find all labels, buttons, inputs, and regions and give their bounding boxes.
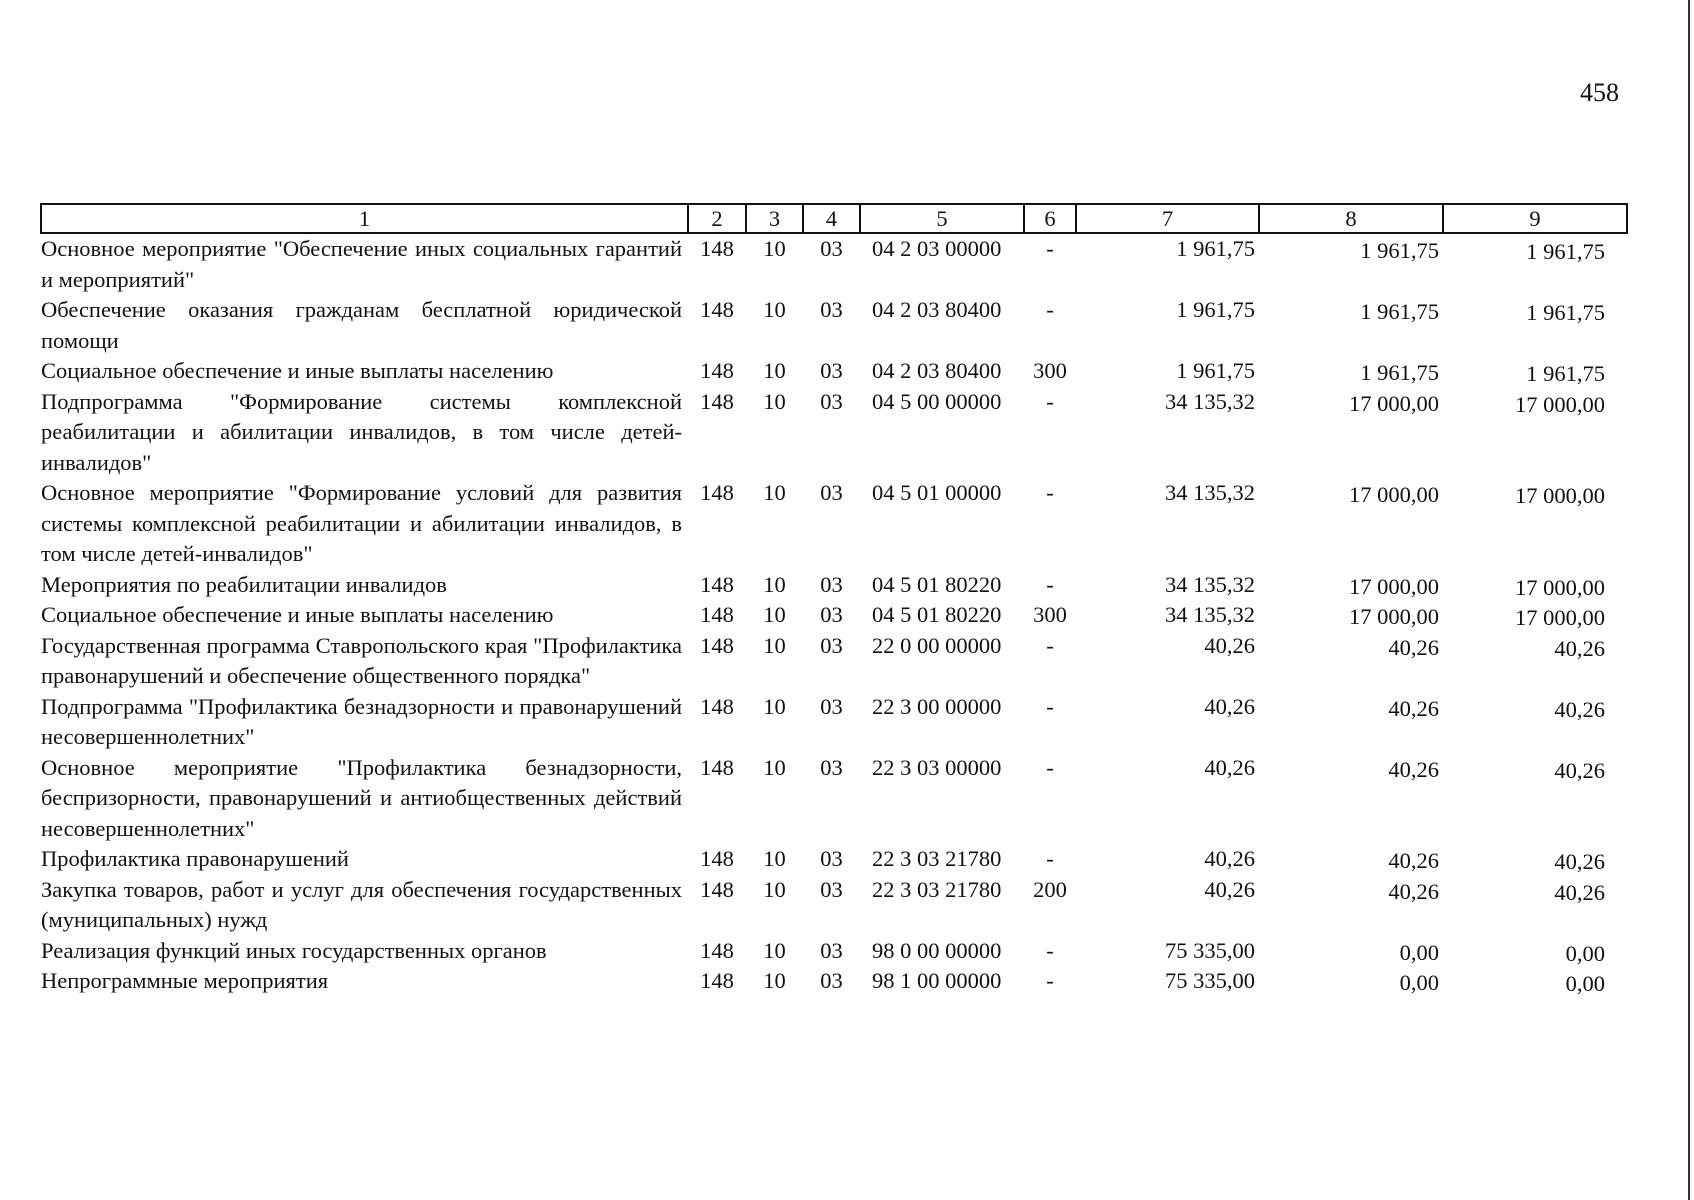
budget-table — [40, 203, 1628, 997]
ministry-code: 148 — [700, 480, 734, 505]
ministry-code-cell — [688, 600, 746, 631]
ministry-code: 148 — [700, 358, 734, 383]
target-article-code-cell — [860, 600, 1024, 631]
amount-year-1: 1 961,75 — [1176, 236, 1255, 261]
table-row — [41, 356, 1627, 387]
expense-type-code: 200 — [1033, 876, 1067, 902]
subsection-code-cell — [803, 631, 860, 692]
row-name: Закупка товаров, работ и услуг для обеспечения государственных (муниципальных) нужд — [41, 876, 682, 932]
amount-year-3-cell — [1443, 936, 1627, 967]
expense-type-code-cell — [1024, 875, 1076, 936]
table-row — [41, 478, 1627, 570]
amount-year-3: 40,26 — [1554, 696, 1605, 722]
section-code: 10 — [763, 632, 786, 658]
ministry-code-cell — [688, 844, 746, 875]
amount-year-1: 34 135,32 — [1165, 602, 1255, 627]
amount-year-3: 40,26 — [1554, 849, 1605, 874]
subsection-code-cell — [803, 570, 860, 601]
amount-year-2-cell — [1259, 631, 1443, 692]
amount-year-1-cell — [1076, 631, 1259, 692]
ministry-code: 148 — [700, 297, 734, 322]
ministry-code: 148 — [700, 846, 734, 871]
target-article-code: 04 2 03 80400 — [872, 297, 1002, 322]
amount-year-1: 40,26 — [1204, 632, 1255, 658]
ministry-code-cell — [688, 478, 746, 570]
section-code: 10 — [763, 236, 786, 261]
amount-year-3: 1 961,75 — [1526, 239, 1605, 264]
section-code: 10 — [763, 358, 786, 383]
amount-year-2-cell — [1259, 600, 1443, 631]
row-name: Мероприятия по реабилитации инвалидов — [41, 571, 447, 597]
ministry-code: 148 — [700, 937, 734, 963]
amount-year-2: 0,00 — [1399, 939, 1439, 965]
amount-year-1-cell — [1076, 570, 1259, 601]
amount-year-1: 40,26 — [1204, 754, 1255, 780]
amount-year-1-cell — [1076, 356, 1259, 387]
target-article-code: 22 3 00 00000 — [872, 693, 1002, 719]
target-article-code-cell — [860, 233, 1024, 295]
expense-type-code-cell — [1024, 295, 1076, 356]
amount-year-2-cell — [1259, 478, 1443, 570]
ministry-code: 148 — [700, 602, 734, 627]
target-article-code-cell — [860, 966, 1024, 997]
amount-year-3-cell — [1443, 233, 1627, 295]
target-article-code: 04 5 00 00000 — [872, 388, 1002, 414]
target-article-code-cell — [860, 387, 1024, 479]
row-name-cell — [41, 233, 688, 295]
section-code-cell — [746, 233, 803, 295]
target-article-code: 98 0 00 00000 — [872, 937, 1002, 963]
amount-year-3: 40,26 — [1554, 757, 1605, 783]
row-name-cell — [41, 936, 688, 967]
amount-year-2-cell — [1259, 692, 1443, 753]
column-header: 4 — [803, 204, 860, 233]
row-name-cell — [41, 478, 688, 570]
table-row — [41, 631, 1627, 692]
amount-year-3-cell — [1443, 356, 1627, 387]
amount-year-3-cell — [1443, 631, 1627, 692]
target-article-code-cell — [860, 478, 1024, 570]
amount-year-3-cell — [1443, 570, 1627, 601]
subsection-code: 03 — [820, 236, 843, 261]
section-code-cell — [746, 387, 803, 479]
row-name-cell — [41, 295, 688, 356]
amount-year-3: 0,00 — [1565, 940, 1605, 966]
row-name: Обеспечение оказания гражданам бесплатной юридической помощи — [41, 297, 682, 353]
row-name: Основное мероприятие "Обеспечение иных социальных гарантий и мероприятий" — [41, 236, 682, 292]
row-name-cell — [41, 844, 688, 875]
amount-year-1-cell — [1076, 295, 1259, 356]
amount-year-1-cell — [1076, 936, 1259, 967]
amount-year-2: 1 961,75 — [1360, 299, 1439, 324]
expense-type-code: - — [1046, 846, 1054, 871]
amount-year-3-cell — [1443, 692, 1627, 753]
column-header: 5 — [860, 204, 1024, 233]
ministry-code: 148 — [700, 632, 734, 658]
target-article-code: 22 0 00 00000 — [872, 632, 1002, 658]
subsection-code: 03 — [820, 876, 843, 902]
section-code-cell — [746, 570, 803, 601]
table-row — [41, 844, 1627, 875]
table-row — [41, 387, 1627, 479]
section-code-cell — [746, 631, 803, 692]
amount-year-1: 34 135,32 — [1165, 388, 1255, 414]
row-name-cell — [41, 570, 688, 601]
section-code: 10 — [763, 388, 786, 414]
section-code: 10 — [763, 876, 786, 902]
amount-year-2-cell — [1259, 295, 1443, 356]
amount-year-3: 17 000,00 — [1515, 574, 1605, 600]
amount-year-3: 17 000,00 — [1515, 605, 1605, 630]
subsection-code: 03 — [820, 937, 843, 963]
table-row — [41, 570, 1627, 601]
amount-year-3: 40,26 — [1554, 879, 1605, 905]
amount-year-3-cell — [1443, 875, 1627, 936]
subsection-code-cell — [803, 233, 860, 295]
section-code-cell — [746, 753, 803, 845]
expense-type-code: - — [1046, 968, 1054, 993]
expense-type-code: 300 — [1033, 358, 1067, 383]
amount-year-2: 17 000,00 — [1349, 604, 1439, 629]
section-code-cell — [746, 936, 803, 967]
amount-year-1: 75 335,00 — [1165, 937, 1255, 963]
target-article-code: 22 3 03 00000 — [872, 754, 1002, 780]
ministry-code: 148 — [700, 968, 734, 993]
amount-year-1-cell — [1076, 478, 1259, 570]
subsection-code: 03 — [820, 693, 843, 719]
amount-year-2-cell — [1259, 753, 1443, 845]
target-article-code-cell — [860, 936, 1024, 967]
amount-year-1-cell — [1076, 387, 1259, 479]
expense-type-code: - — [1046, 236, 1054, 261]
row-name-cell — [41, 875, 688, 936]
amount-year-1-cell — [1076, 875, 1259, 936]
amount-year-2: 40,26 — [1388, 634, 1439, 660]
expense-type-code-cell — [1024, 844, 1076, 875]
expense-type-code-cell — [1024, 753, 1076, 845]
ministry-code: 148 — [700, 876, 734, 902]
amount-year-1-cell — [1076, 753, 1259, 845]
amount-year-1-cell — [1076, 600, 1259, 631]
expense-type-code-cell — [1024, 936, 1076, 967]
row-name-cell — [41, 631, 688, 692]
section-code-cell — [746, 478, 803, 570]
target-article-code-cell — [860, 631, 1024, 692]
ministry-code-cell — [688, 692, 746, 753]
amount-year-1-cell — [1076, 233, 1259, 295]
expense-type-code-cell — [1024, 966, 1076, 997]
row-name: Подпрограмма "Формирование системы комплексной реабилитации и абилитации инвалидов, в том числе детей-инвалидов" — [41, 388, 682, 475]
section-code: 10 — [763, 602, 786, 627]
amount-year-2-cell — [1259, 875, 1443, 936]
expense-type-code: - — [1046, 571, 1054, 597]
expense-type-code-cell — [1024, 233, 1076, 295]
amount-year-2: 40,26 — [1388, 756, 1439, 782]
subsection-code: 03 — [820, 388, 843, 414]
table-row — [41, 600, 1627, 631]
subsection-code-cell — [803, 356, 860, 387]
section-code-cell — [746, 875, 803, 936]
row-name: Основное мероприятие "Формирование условий для развития системы комплексной реабилитации и абилитации инвалидов, в том числе детей-инвалидов" — [41, 480, 682, 566]
amount-year-3: 17 000,00 — [1515, 391, 1605, 417]
header-row — [41, 204, 1627, 233]
amount-year-1: 40,26 — [1204, 693, 1255, 719]
subsection-code: 03 — [820, 297, 843, 322]
subsection-code-cell — [803, 600, 860, 631]
expense-type-code-cell — [1024, 631, 1076, 692]
amount-year-1-cell — [1076, 692, 1259, 753]
amount-year-3: 1 961,75 — [1526, 361, 1605, 386]
ministry-code-cell — [688, 295, 746, 356]
expense-type-code-cell — [1024, 570, 1076, 601]
section-code-cell — [746, 966, 803, 997]
amount-year-2-cell — [1259, 844, 1443, 875]
amount-year-2: 17 000,00 — [1349, 573, 1439, 599]
row-name-cell — [41, 966, 688, 997]
amount-year-2: 1 961,75 — [1360, 360, 1439, 385]
target-article-code-cell — [860, 356, 1024, 387]
row-name-cell — [41, 753, 688, 845]
table-row — [41, 936, 1627, 967]
scan-edge-line — [1688, 0, 1690, 1200]
table-row — [41, 875, 1627, 936]
expense-type-code: - — [1046, 632, 1054, 658]
section-code: 10 — [763, 297, 786, 322]
amount-year-3-cell — [1443, 753, 1627, 845]
amount-year-1: 1 961,75 — [1176, 297, 1255, 322]
amount-year-2-cell — [1259, 570, 1443, 601]
target-article-code: 22 3 03 21780 — [872, 846, 1002, 871]
target-article-code-cell — [860, 295, 1024, 356]
row-name: Социальное обеспечение и иные выплаты населению — [41, 358, 554, 383]
ministry-code-cell — [688, 753, 746, 845]
subsection-code: 03 — [820, 358, 843, 383]
target-article-code: 22 3 03 21780 — [872, 876, 1002, 902]
amount-year-1: 1 961,75 — [1176, 358, 1255, 383]
row-name: Подпрограмма "Профилактика безнадзорности и правонарушений несовершеннолетних" — [41, 693, 682, 749]
target-article-code-cell — [860, 753, 1024, 845]
subsection-code-cell — [803, 936, 860, 967]
column-header: 2 — [688, 204, 746, 233]
amount-year-3: 40,26 — [1554, 635, 1605, 661]
amount-year-2: 40,26 — [1388, 695, 1439, 721]
section-code: 10 — [763, 968, 786, 993]
ministry-code-cell — [688, 966, 746, 997]
amount-year-1: 75 335,00 — [1165, 968, 1255, 993]
amount-year-2-cell — [1259, 936, 1443, 967]
ministry-code: 148 — [700, 236, 734, 261]
amount-year-3-cell — [1443, 600, 1627, 631]
expense-type-code: - — [1046, 480, 1054, 505]
table-row — [41, 692, 1627, 753]
expense-type-code: - — [1046, 937, 1054, 963]
target-article-code-cell — [860, 844, 1024, 875]
expense-type-code: - — [1046, 693, 1054, 719]
column-header: 1 — [41, 204, 688, 233]
target-article-code-cell — [860, 570, 1024, 601]
target-article-code: 04 2 03 00000 — [872, 236, 1002, 261]
target-article-code: 04 5 01 00000 — [872, 480, 1002, 505]
amount-year-3: 1 961,75 — [1526, 300, 1605, 325]
section-code-cell — [746, 356, 803, 387]
amount-year-1: 40,26 — [1204, 846, 1255, 871]
section-code: 10 — [763, 846, 786, 871]
row-name: Государственная программа Ставропольского края "Профилактика правонарушений и обеспечение общественного порядка" — [41, 632, 682, 688]
subsection-code: 03 — [820, 602, 843, 627]
target-article-code: 04 2 03 80400 — [872, 358, 1002, 383]
table-row — [41, 966, 1627, 997]
ministry-code-cell — [688, 233, 746, 295]
ministry-code-cell — [688, 631, 746, 692]
column-header: 3 — [746, 204, 803, 233]
section-code-cell — [746, 692, 803, 753]
ministry-code: 148 — [700, 754, 734, 780]
amount-year-2: 1 961,75 — [1360, 238, 1439, 263]
ministry-code-cell — [688, 936, 746, 967]
section-code: 10 — [763, 571, 786, 597]
amount-year-3-cell — [1443, 387, 1627, 479]
row-name-cell — [41, 356, 688, 387]
subsection-code-cell — [803, 295, 860, 356]
expense-type-code-cell — [1024, 478, 1076, 570]
section-code-cell — [746, 295, 803, 356]
expense-type-code: - — [1046, 297, 1054, 322]
target-article-code: 98 1 00 00000 — [872, 968, 1002, 993]
section-code-cell — [746, 600, 803, 631]
subsection-code-cell — [803, 844, 860, 875]
amount-year-2: 17 000,00 — [1349, 482, 1439, 507]
table-row — [41, 753, 1627, 845]
column-header: 7 — [1076, 204, 1259, 233]
amount-year-3: 17 000,00 — [1515, 483, 1605, 508]
row-name: Социальное обеспечение и иные выплаты населению — [41, 602, 554, 627]
table-row — [41, 295, 1627, 356]
section-code: 10 — [763, 693, 786, 719]
amount-year-2-cell — [1259, 356, 1443, 387]
expense-type-code: - — [1046, 388, 1054, 414]
amount-year-3: 0,00 — [1565, 971, 1605, 996]
subsection-code-cell — [803, 875, 860, 936]
expense-type-code-cell — [1024, 600, 1076, 631]
column-header: 6 — [1024, 204, 1076, 233]
amount-year-3-cell — [1443, 295, 1627, 356]
amount-year-2: 40,26 — [1388, 848, 1439, 873]
amount-year-1-cell — [1076, 966, 1259, 997]
subsection-code: 03 — [820, 754, 843, 780]
subsection-code-cell — [803, 753, 860, 845]
row-name: Основное мероприятие "Профилактика безнадзорности, беспризорности, правонарушений и антиобщественных действий несовершеннолетних" — [41, 754, 682, 841]
subsection-code: 03 — [820, 632, 843, 658]
ministry-code: 148 — [700, 693, 734, 719]
subsection-code: 03 — [820, 571, 843, 597]
amount-year-3-cell — [1443, 844, 1627, 875]
subsection-code-cell — [803, 387, 860, 479]
ministry-code-cell — [688, 570, 746, 601]
subsection-code: 03 — [820, 846, 843, 871]
column-header: 8 — [1259, 204, 1443, 233]
row-name: Профилактика правонарушений — [41, 846, 349, 871]
amount-year-2: 17 000,00 — [1349, 390, 1439, 416]
amount-year-1: 34 135,32 — [1165, 571, 1255, 597]
target-article-code: 04 5 01 80220 — [872, 602, 1002, 627]
row-name-cell — [41, 600, 688, 631]
expense-type-code-cell — [1024, 356, 1076, 387]
expense-type-code-cell — [1024, 387, 1076, 479]
amount-year-1-cell — [1076, 844, 1259, 875]
section-code: 10 — [763, 937, 786, 963]
amount-year-3-cell — [1443, 478, 1627, 570]
ministry-code: 148 — [700, 571, 734, 597]
subsection-code-cell — [803, 692, 860, 753]
row-name: Непрограммные мероприятия — [41, 968, 329, 993]
target-article-code: 04 5 01 80220 — [872, 571, 1002, 597]
amount-year-2-cell — [1259, 966, 1443, 997]
target-article-code-cell — [860, 875, 1024, 936]
ministry-code-cell — [688, 387, 746, 479]
column-header: 9 — [1443, 204, 1627, 233]
section-code-cell — [746, 844, 803, 875]
subsection-code-cell — [803, 478, 860, 570]
page-number: 458 — [1580, 78, 1619, 107]
subsection-code: 03 — [820, 480, 843, 505]
subsection-code: 03 — [820, 968, 843, 993]
amount-year-2-cell — [1259, 233, 1443, 295]
expense-type-code: - — [1046, 754, 1054, 780]
section-code: 10 — [763, 754, 786, 780]
target-article-code-cell — [860, 692, 1024, 753]
table-row — [41, 233, 1627, 295]
ministry-code-cell — [688, 875, 746, 936]
row-name: Реализация функций иных государственных органов — [41, 937, 547, 963]
amount-year-2-cell — [1259, 387, 1443, 479]
amount-year-3-cell — [1443, 966, 1627, 997]
ministry-code: 148 — [700, 388, 734, 414]
amount-year-1: 40,26 — [1204, 876, 1255, 902]
row-name-cell — [41, 692, 688, 753]
ministry-code-cell — [688, 356, 746, 387]
section-code: 10 — [763, 480, 786, 505]
expense-type-code-cell — [1024, 692, 1076, 753]
amount-year-2: 40,26 — [1388, 878, 1439, 904]
row-name-cell — [41, 387, 688, 479]
expense-type-code: 300 — [1033, 602, 1067, 627]
subsection-code-cell — [803, 966, 860, 997]
amount-year-1: 34 135,32 — [1165, 480, 1255, 505]
amount-year-2: 0,00 — [1399, 970, 1439, 995]
